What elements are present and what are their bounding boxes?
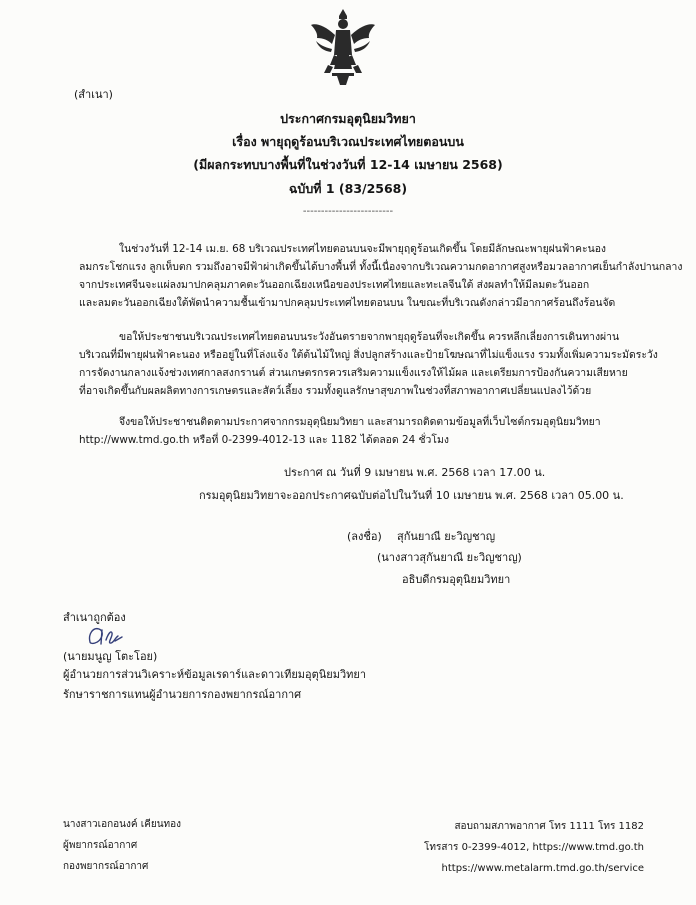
paragraph-line: http://www.tmd.go.th หรือที่ 0-2399-4012-13 และ 1182 ได้ตลอด 24 ชั่วโมง	[79, 434, 449, 446]
paragraph-line: การจัดงานกลางแจ้งช่วงเทศกาลสงกรานต์ ส่วนเกษตรกรควรเสริมความแข็งแรงให้ไม้ผล และเตรียมการป้องกันความเสียหาย	[79, 367, 628, 379]
certifier-position-1: ผู้อำนวยการส่วนวิเคราะห์ข้อมูลเรดาร์และดาวเทียมอุตุนิยมวิทยา	[63, 668, 367, 681]
announcement-subtitle: (มีผลกระทบบางพื้นที่ในช่วงวันที่ 12-14 เมษายน 2568)	[193, 157, 503, 172]
paragraph-2	[79, 328, 658, 400]
contact-service-url: https://www.metalarm.tmd.go.th/service	[441, 863, 644, 874]
signed-prefix: (ลงชื่อ)	[347, 530, 382, 543]
certified-label: สำเนาถูกต้อง	[63, 611, 126, 624]
paragraph-line: ขอให้ประชาชนบริเวณประเทศไทยตอนบนระวังอันตรายจากพายุฤดูร้อนที่จะเกิดขึ้น ควรหลีกเลี่ยงการเดินทางผ่าน	[119, 331, 620, 343]
paragraph-line: จากประเทศจีนจะแผ่ลงมาปกคลุมภาคตะวันออกเฉียงเหนือของประเทศไทยและทะเลจีนใต้ ส่งผลทำให้มีลมตะวันออก	[79, 279, 590, 291]
footer-left	[63, 814, 181, 877]
paragraph-line: จึงขอให้ประชาชนติดตามประกาศจากกรมอุตุนิยมวิทยา และสามารถติดตามข้อมูลที่เว็บไซต์กรมอุตุนิยมวิทยา	[119, 416, 601, 428]
forecaster-title: ผู้พยากรณ์อากาศ	[63, 840, 138, 851]
title-separator: -------------------------	[302, 206, 394, 217]
paragraph-3	[79, 413, 601, 449]
paragraph-line: บริเวณที่มีพายุฝนฟ้าคะนอง หรืออยู่ในที่โล่งแจ้ง ใต้ต้นไม้ใหญ่ สิ่งปลูกสร้างและป้ายโฆษณาที่ไม่แข็งแรง รวมทั้งเพิ่มความระมัดระวัง	[79, 349, 658, 361]
garuda-emblem	[310, 7, 376, 87]
paragraph-line: ในช่วงวันที่ 12-14 เม.ย. 68 บริเวณประเทศไทยตอนบนจะมีพายุฤดูร้อนเกิดขึ้น โดยมีลักษณะพายุฝนฟ้าคะนอง	[119, 243, 607, 255]
certifier-position-2: รักษาราชการแทนผู้อำนวยการกองพยากรณ์อากาศ	[63, 688, 302, 701]
announcement-subject: เรื่อง พายุฤดูร้อนบริเวณประเทศไทยตอนบน	[232, 134, 464, 149]
signer-position: อธิบดีกรมอุตุนิยมวิทยา	[402, 573, 511, 586]
announcement-title: ประกาศกรมอุตุนิยมวิทยา	[280, 111, 416, 126]
paragraph-line: ลมกระโชกแรง ลูกเห็บตก รวมถึงอาจมีฟ้าผ่าเกิดขึ้นได้บางพื้นที่ ทั้งนี้เนื่องจากบริเวณความกดอากาศสูงหรือมวลอากาศเย็นกำลังปานกลาง	[79, 261, 683, 273]
announcement-date: ประกาศ ณ วันที่ 9 เมษายน พ.ศ. 2568 เวลา 17.00 น.	[284, 466, 546, 479]
paragraph-line: ที่อาจเกิดขึ้นกับผลผลิตทางการเกษตรและสัตว์เลี้ยง รวมทั้งดูแลรักษาสุขภาพในช่วงที่สภาพอากาศเปลี่ยนแปลงไว้ด้วย	[79, 385, 592, 397]
next-issue-notice: กรมอุตุนิยมวิทยาจะออกประกาศฉบับต่อไปในวันที่ 10 เมษายน พ.ศ. 2568 เวลา 05.00 น.	[199, 489, 624, 502]
certifier-name: (นายมนูญ โตะโอย)	[63, 650, 158, 663]
forecaster-division: กองพยากรณ์อากาศ	[63, 861, 149, 872]
copy-label: (สำเนา)	[74, 88, 113, 101]
signer-full-name: (นางสาวสุกันยาณี ยะวิญชาญ)	[377, 551, 522, 564]
announcement-issue: ฉบับที่ 1 (83/2568)	[288, 181, 408, 196]
contact-fax-website: โทรสาร 0-2399-4012, https://www.tmd.go.th	[424, 842, 644, 853]
paragraph-line: และลมตะวันออกเฉียงใต้พัดนำความชื้นเข้ามาปกคลุมประเทศไทยตอนบน ในขณะที่บริเวณดังกล่าวมีอากาศร้อนถึงร้อนจัด	[79, 297, 616, 309]
signed-name: สุกันยาณี ยะวิญชาญ	[397, 530, 496, 543]
handwritten-signature	[84, 624, 126, 648]
forecaster-name: นางสาวเอกอนงค์ เคียนทอง	[63, 819, 182, 830]
footer-right	[424, 816, 644, 879]
paragraph-1	[79, 240, 682, 312]
contact-phone: สอบถามสภาพอากาศ โทร 1111 โทร 1182	[454, 821, 644, 832]
